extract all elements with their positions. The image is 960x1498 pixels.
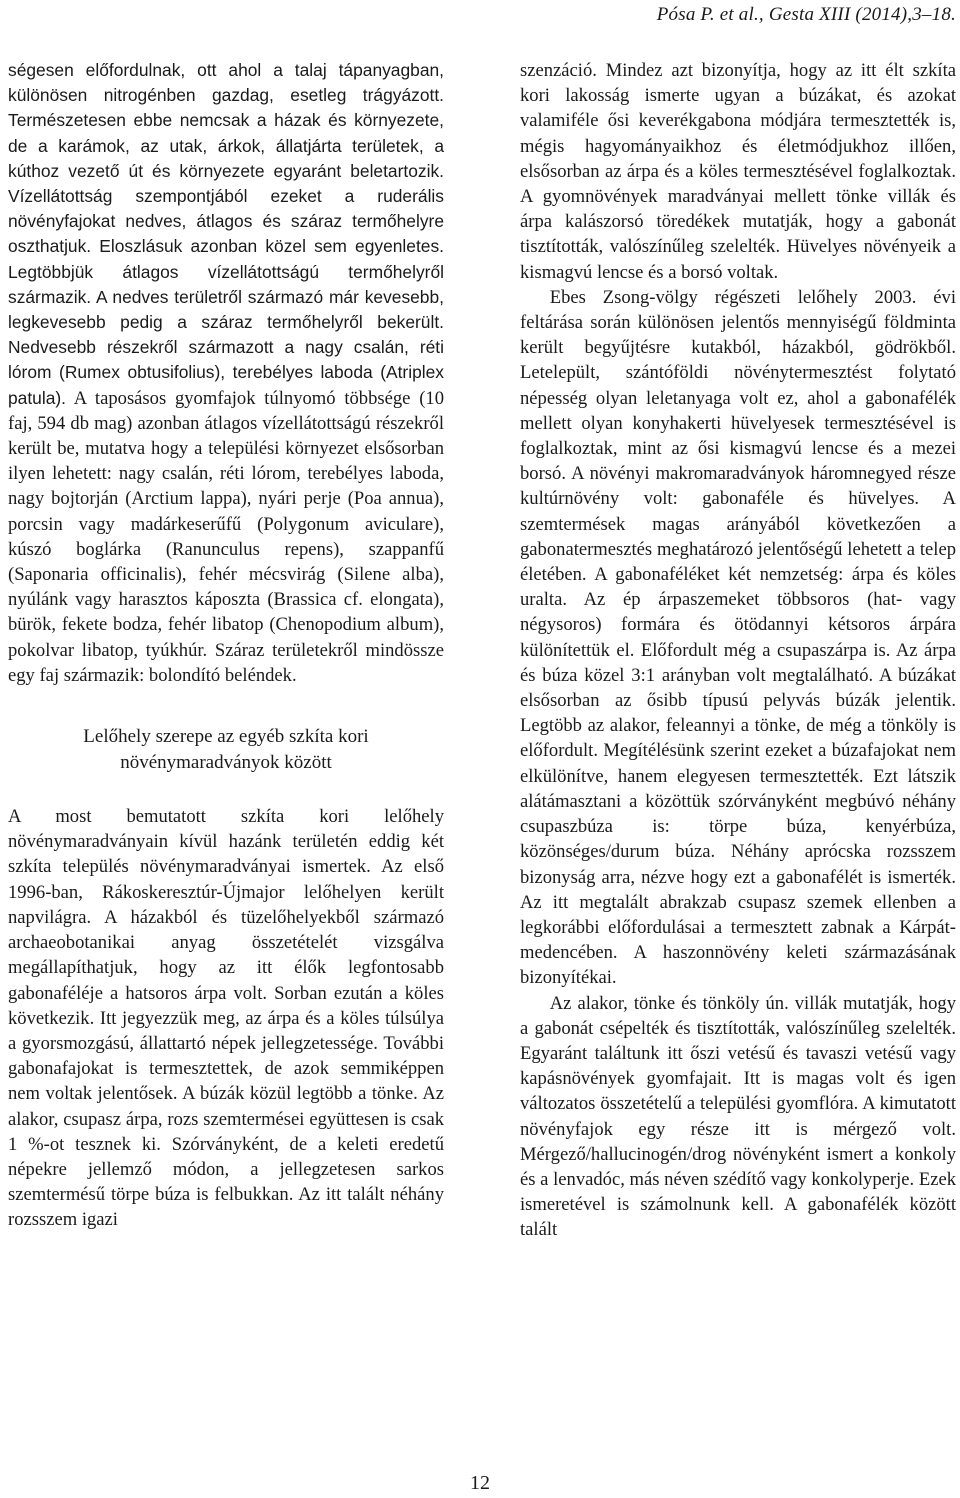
left-paragraph-1 <box>8 58 444 688</box>
right-paragraph-2: Ebes Zsong-völgy régészeti lelőhely 2003. évi feltárása során különösen jelentős mennyiségű földminta került begyűjtésre kutakból, házakból, gödrökből. Letelepült, szántóföldi növénytermesztést folytató népesség olyan leletanyaga volt ez, ahol a gabonafélék mellett olyan konyhakerti hüvelyesek termesztésével is foglalkoztak, mint az ősi kismagvú lencse és a mezei borsó. A növényi makromaradványok háromnegyed része kultúrnövény volt: gabonaféle és hüvelyes. A szemtermések magas arányából következően a gabonatermesztés meghatározó jelentőségű lehetett a telep életében. A gabonaféléket két nemzetség: árpa és köles uralta. Az ép árpaszemeket többsoros (hat- vagy négysoros) formára és ötödannyi kétsoros árpára különítettük el. Előfordult még a csupaszárpa is. Az árpa és búza közel 3:1 arányban volt megtalálható. A búzákat elsősorban az ősibb típusú pelyvás búzák jelentik. Legtöbb az alakor, feleannyi a tönke, de még a tönköly is előfordult. Megítélésünk szerint ezeket a búzafajokat nem elkülönítve, hanem elegyesen termesztették. Ezt látszik alátámasztani a közöttük szórványként megbúvó néhány csupaszbúza is: törpe búza, kenyérbúza, közönséges/durum búza. Néhány aprócska rozsszem bizonyság arra, nézve hogy ezt a gabonafélét is ismerték. Az itt megtalált abrakzab csupasz szemek ellenben a legkorábbi előfordulásai a termesztett zabnak a Kárpát-medencében. A haszonnövény keleti származásának bizonyítékai. <box>520 286 956 989</box>
section-heading: Lelőhely szerepe az egyéb szkíta kori növénymaradványok között <box>83 726 369 774</box>
right-column <box>520 58 956 1243</box>
right-paragraph-1: szenzáció. Mindez azt bizonyítja, hogy az itt élt szkíta kori lakosság ismerte ugyan a búzákat, és azokat valamiféle ősi keverékgabona módjára termesztették is, mégis hagyományaikhoz és életmódjukhoz illően, elsősorban az árpa és a köles termesztésével foglalkoztak. A gyomnövények maradványai mellett tönke villák és árpa kalászorsó töredékek mutatják, hogy a gabonát tisztították, valószínűleg szelelték. Hüvelyes növényeik a kismagvú lencse és a borsó voltak. <box>520 60 956 283</box>
left-paragraph-1-sans-text: ségesen előfordulnak, ott ahol a talaj tápanyagban, különösen nitrogénben gazdag, esetleg trágyázott. Természetesen ebbe nemcsak a házak és környezete, de a karámok, az utak, árkok, állatjárta területek, a kúthoz vezető út és környezete egyaránt beletartozik. Vízellátottság szempontjából ezeket a ruderális növényfajokat nedves, átlagos és száraz termőhelyre oszthatjuk. Eloszlásuk azonban közel sem egyenletes. Legtöbbjük átlagos vízellátottságú termőhelyről származik. A nedves területről származó már kevesebb, legkevesebb pedig a száraz termőhelyről bekerült. Nedvesebb részekről származott a nagy csalán, réti lórom (Rumex obtusifolius), terebélyes laboda (Atriplex patula). <box>8 60 444 408</box>
right-paragraph-3: Az alakor, tönke és tönköly ún. villák mutatják, hogy a gabonát csépelték és tisztították, valószínűleg szelelték. Egyaránt találtunk itt őszi vetésű és tavaszi vetésű vagy kapásnövények gyomfajait. Itt is magas volt és igen változatos összetételű a települési gyomflóra. A kimutatott növényfajok egy része itt is mérgező volt. Mérgező/hallucinogén/drog növényként ismert a konkoly és a lenvadóc, más néven szédítő vagy konkolyperje. Ezek ismeretével is számolnunk kell. A gabonafélék között talált <box>520 992 956 1241</box>
left-paragraph-1-serif-text: A taposásos gyomfajok túlnyomó többsége (10 faj, 594 db mag) azonban átlagos vízellátottságú részekről került be, mutatva hogy a települési környezet elsősorban ilyen lehetett: nagy csalán, réti lórom, terebélyes laboda, nagy bojtorján (Arctium lappa), nyári perje (Poa annua), porcsin vagy madárkeserűfű (Polygonum aviculare), kúszó boglárka (Ranunculus repens), szappanfű (Saponaria officinalis), fehér mécsvirág (Silene alba), nyúlánk vagy harasztos káposzta (Brassica cf. elongata), bürök, fekete bodza, fehér libatop (Chenopodium album), pokolvar libatop, tyúkhúr. Száraz területekről mindössze egy faj származik: bolondító beléndek. <box>8 387 444 686</box>
left-paragraph-2: A most bemutatott szkíta kori lelőhely növénymaradványain kívül hazánk területén eddig két szkíta település növénymaradványai ismertek. Az első 1996-ban, Rákoskeresztúr-Újmajor lelőhelyen került napvilágra. A házakból és tüzelőhelyekből származó archaeobotanikai anyag összetételét vizsgálva megállapíthatjuk, hogy az itt élők legfontosabb gabonaféléje a hatsoros árpa volt. Sorban ezután a köles következik. Itt jegyezzük meg, az árpa és a köles túlsúlya a gyorsmozgású, állattartó népek jellegzetessége. További gabonafajokat is termesztettek, de azok semmiképpen nem voltak jelentősek. A búzák közül legtöbb a tönke. Az alakor, csupasz árpa, rozs szemtermései együttesen is csak 1 %-ot tesznek ki. Szórványként, de a keleti eredetű népekre jellemző módon, a jellegzetesen sarkos szemtermésű törpe búza is felbukkan. Az itt talált néhány rozsszem igazi <box>8 806 444 1231</box>
running-head: Pósa P. et al., Gesta XIII (2014),3–18. <box>656 4 956 25</box>
page-number: 12 <box>470 1472 490 1494</box>
left-column <box>8 58 444 1233</box>
